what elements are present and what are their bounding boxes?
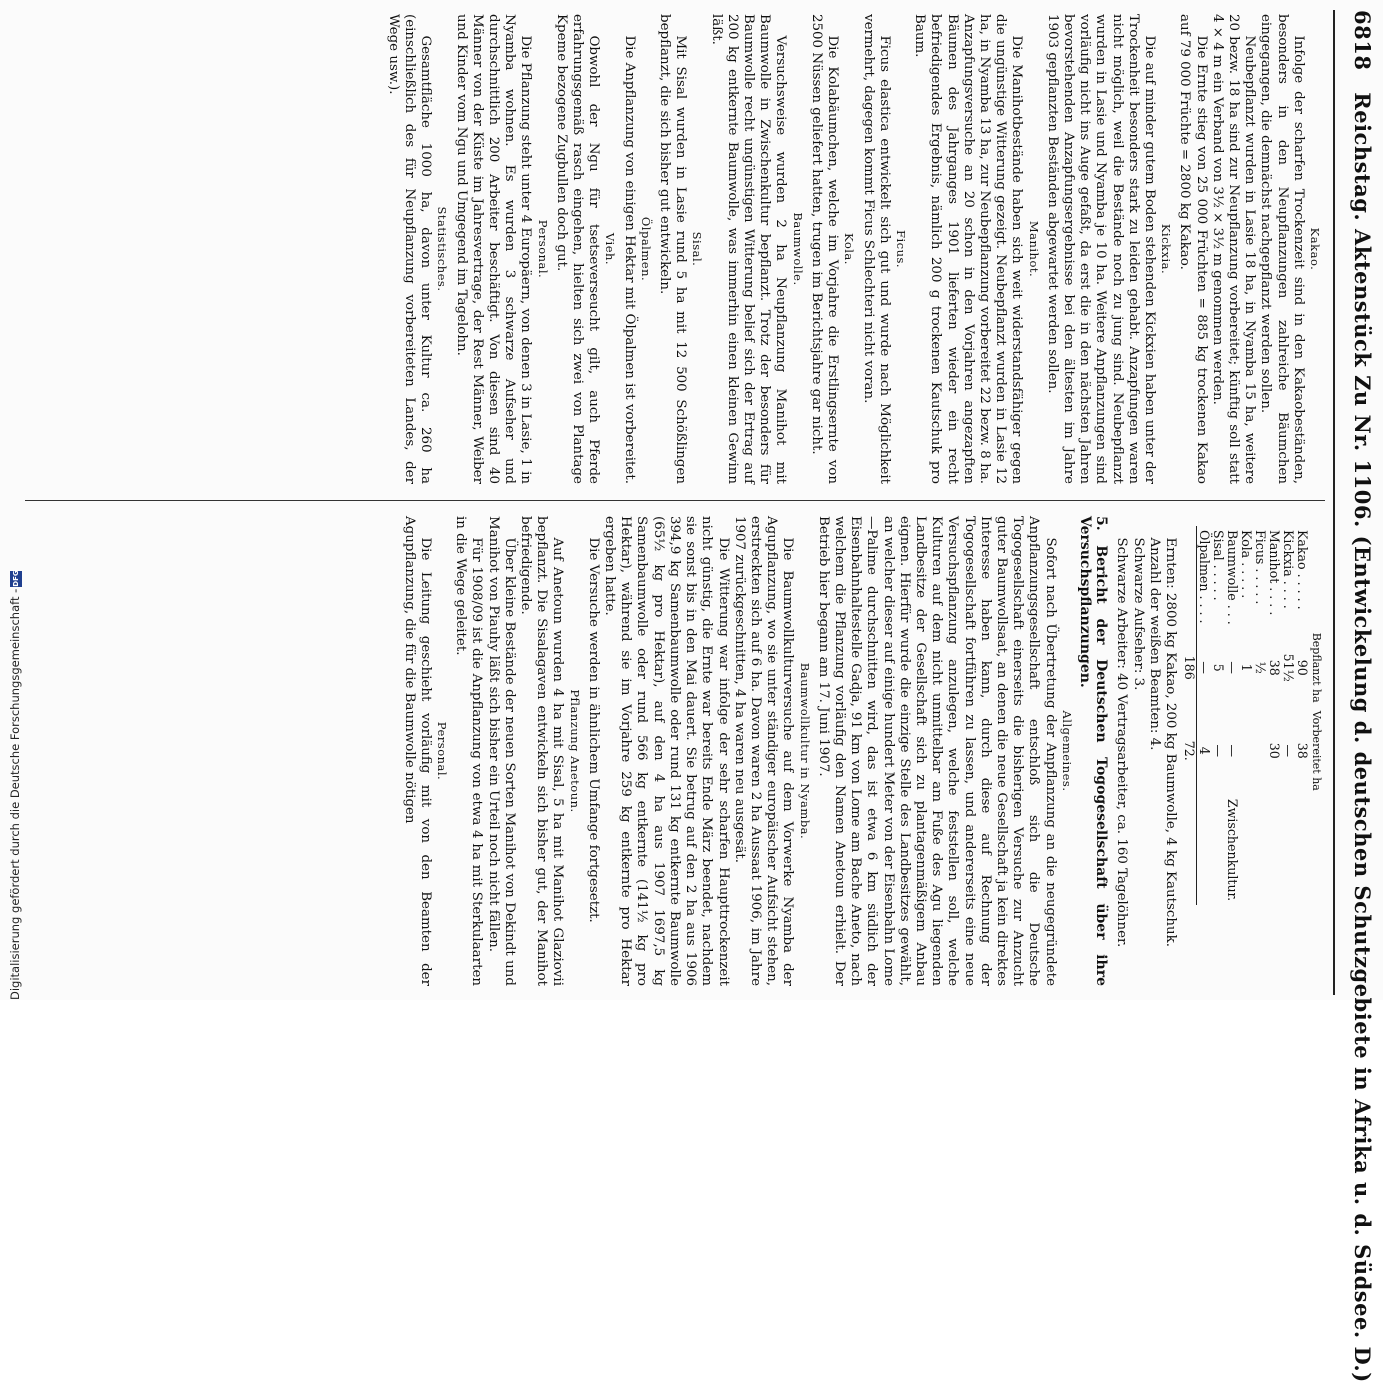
section-heading: Personal. — [535, 219, 550, 279]
left-column — [385, 14, 1325, 484]
credit-line — [4, 0, 26, 1000]
paragraph: Ficus elastica entwickelt sich gut und wurde nach Möglichkeit vermehrt, dagegen kommt Ficus Schlechteri nicht voran. — [860, 14, 892, 484]
prepared-value: — — [1211, 744, 1226, 758]
planted-value: 1 — [1239, 663, 1254, 672]
section-heading: Ölpalmen. — [638, 216, 653, 282]
prepared-value: — — [1225, 744, 1240, 758]
crop-name: Ölpalmen . . . . — [1197, 530, 1212, 624]
sum-note — [1182, 795, 1197, 905]
crop-name: Manihot . . . . — [1267, 530, 1282, 616]
paragraph: Mit Sisal wurden in Lasie rund 5 ha mit 12 500 Schößlingen bepflanzt, die sich bisher gut entwickeln. — [657, 14, 689, 484]
table-row — [1239, 526, 1253, 905]
section-title: 5. Bericht der Deutschen Togogesellschaft über ihre Versuchspflanzungen. — [1076, 516, 1110, 986]
row-note — [1239, 795, 1253, 905]
paragraph: Schwarze Arbeiter: 40 Vertragsarbeiter, ca. 160 Tagelöhner. — [1114, 537, 1130, 948]
paragraph: Die Anpflanzung von einigen Hektar mit Ölpalmen ist vorbereitet. — [621, 35, 637, 484]
credit-text: Digitalisierung gefördert durch die Deutsche Forschungsgemeinschaft - — [8, 588, 22, 1000]
planted-sum: 186 — [1182, 629, 1197, 707]
table-header-row — [1309, 526, 1323, 905]
crop-name: Kakao . . . . . — [1295, 530, 1310, 610]
paragraph: Über kleine Bestände der neuen Sorten Manihot von Dekindt und Manihot von Piauhy läßt sich bisher ein Urteil noch nicht fällen. — [485, 516, 517, 986]
crop-name: Kickxia . . . . — [1281, 530, 1296, 609]
digitization-credit — [0, 0, 30, 1000]
planted-value: 51½ — [1281, 653, 1296, 682]
paragraph: Versuchsweise wurden 2 ha Neupflanzung Manihot mit Baumwolle in Zwischenkultur bepflanzt. Trotz der besonders für Baumwolle recht ungünstigen Witterung belief sich der Ertrag auf 200 kg entkernte Baumwolle, was immerhin einen kleinen Gewinn läßt. — [708, 14, 789, 484]
section-heading: Baumwolle. — [790, 212, 805, 286]
row-note — [1211, 795, 1225, 905]
paragraph: Die Versuche werden in ähnlichem Umfange fortgesetzt. — [585, 537, 601, 923]
row-note — [1253, 795, 1267, 905]
prepared-value: 4 — [1197, 746, 1212, 755]
prepared-value: 30 — [1267, 742, 1282, 759]
table-row — [1281, 526, 1295, 905]
section-heading: Kola. — [842, 233, 857, 265]
row-note — [1197, 795, 1212, 905]
table-row — [1211, 526, 1225, 905]
row-note — [1267, 795, 1281, 905]
paragraph: Schwarze Aufseher: 3. — [1130, 537, 1146, 691]
planted-value: — — [1225, 661, 1240, 674]
section-heading: Allgemeines. — [1059, 710, 1074, 792]
paragraph: Ernten: 2800 kg Kakao, 200 kg Baumwolle, 4 kg Kautschuk. — [1163, 537, 1178, 948]
section-heading: Kakao. — [1308, 227, 1322, 271]
table-header-cell — [1309, 526, 1323, 629]
table-row — [1253, 526, 1267, 905]
table-sum-row — [1182, 526, 1197, 905]
row-note — [1281, 795, 1295, 905]
row-note: Zwischenkultur. — [1225, 798, 1240, 902]
crop-table — [1182, 526, 1323, 905]
paragraph: Obwohl der Ngu für tsetseverseucht gilt, auch Pferde erfahrungsgemäß rasch eingehen, hielten sich zwei von Plantage Kpeme bezogene Zugbullen doch gut. — [553, 14, 602, 484]
paragraph: Infolge der scharfen Trockenzeit sind in den Kakaobeständen, besonders in den Neupflanzungen zahlreiche Bäumchen eingegangen, die demnächst nachgepflanzt werden sollen. — [1258, 14, 1306, 484]
prepared-value — [1253, 707, 1267, 795]
crop-name: Sisal . . . . . — [1211, 530, 1226, 601]
paragraph: Auf Anetoun wurden 4 ha mit Sisal, 5 ha mit Manihot Glaziovii bepflanzt. Die Sisalagaven entwickeln sich bisher gut, der Manihot befriedigende. — [518, 516, 566, 986]
sum-label — [1182, 526, 1197, 629]
paragraph: Anzahl der weißen Beamten: 4. — [1146, 537, 1162, 751]
page-title: Reichstag. Aktenstück Zu Nr. 1106. (Entwickelung d. deutschen Schutzgebiete in Afrika u. d. Südsee. D.) — [1350, 92, 1375, 1383]
planted-value: 5 — [1211, 663, 1226, 672]
section-heading: Sisal. — [690, 231, 705, 267]
section-heading: Ficus. — [893, 229, 908, 269]
crop-name: Ficus . . . . . — [1253, 530, 1268, 605]
paragraph: Neubepflanzt wurden in Lasie 18 ha, in Nyamba 15 ha, weitere 20 bezw. 18 ha sind zur Neupflanzung vorbereitet; künftig soll statt 4 × 4 m ein Verband von 3½ × 3½ m genommen werden. — [1209, 14, 1258, 484]
row-note — [1295, 795, 1309, 905]
paragraph: Die Kolabäumchen, welche im Vorjahre die Erstlingsernte von 2500 Nüssen geliefert hatten, trugen im Berichtsjahre gar nicht. — [808, 14, 841, 484]
section-heading: Personal. — [435, 721, 450, 781]
prepared-value — [1239, 707, 1253, 795]
planted-value: — — [1197, 661, 1212, 674]
paragraph: Die Witterung war infolge der sehr scharfen Haupttrockenzeit nicht günstig, die Ernte war bereits Ende März beendet, nachdem sie sonst bis in den Mai dauert. Sie betrug auf den 2 ha aus 1906 394,9 kg Samenbaumwolle oder rund 131 kg entkernte Baumwolle (65½ kg pro Hektar), auf den 4 ha aus 1907 1697,5 kg Samenbaumwolle oder rund 566 kg entkernte (141½ kg pro Hektar), während sie im Vorjahre 259 kg entkernte pro Hektar ergeben hatte. — [602, 516, 731, 986]
dfg-logo-icon: DFG — [12, 570, 20, 587]
planted-value: ½ — [1253, 661, 1268, 674]
table-row — [1197, 526, 1212, 905]
crop-name: Kola . . . . . — [1239, 530, 1254, 599]
page-header — [1335, 10, 1375, 1383]
paragraph: Sofort nach Übertretung der Anpflanzung an die neugegründete Anpflanzungsgesellschaft entschloß sich die Deutsche Togogesellschaft einerseits die bisherigen Versuche zur Anzucht guter Baumwollsaat, an denen die neue Gesellschaft ja kein direktes Interesse haben kann, durch diese auf Rechnung der Togogesellschaft fortführen zu lassen, und andererseits eine neue Versuchspflanzung anzulegen, welche feststellen soll, welche Kulturen auf dem nicht unmittelbar am Fuße des Agu liegenden Landbesitze der Gesellschaft sich zu plantagenmäßigem Anbau eignen. Hierfür wurde die einzige Stelle des Landbesitzes gewählt, an welcher dieser auf einige hundert Meter von der Eisenbahn Lome—Palime durchschnitten wird, das ist etwa 6 km südlich der Eisenbahnhaltestelle Gadja, 91 km von Lome am Bache Aneto, nach welchem die Pflanzung vorläufig den Namen Anetoun erhielt. Der Betrieb hier begann am 17. Juni 1907. — [815, 516, 1058, 986]
page-number: 6818 — [1350, 10, 1375, 71]
section-heading: Baumwollkultur in Nyamba. — [797, 662, 812, 840]
paragraph: Gesamtfläche 1000 ha, davon unter Kultur ca. 260 ha (einschließlich des für Neupflanzung vorbereiteten Landes, der Wege usw.). — [385, 14, 434, 484]
section-heading: Vieh. — [603, 232, 618, 266]
planted-value: 90 — [1295, 659, 1310, 676]
table-header-cell: Vorbereitet ha — [1310, 710, 1323, 791]
table-header-cell: Bepflanzt ha — [1310, 632, 1323, 703]
prepared-sum: 72. — [1182, 707, 1197, 795]
section-heading: Manihot. — [1026, 220, 1041, 278]
section-heading: Pflanzung Anetoun. — [567, 689, 582, 813]
paragraph: Für 1908/09 ist die Anpflanzung von etwa 4 ha mit Sterkulaarten in die Wege geleitet. — [453, 516, 485, 986]
table-header-cell — [1309, 795, 1323, 905]
column-divider — [25, 500, 1325, 501]
paragraph: Die Pflanzung steht unter 4 Europäern, von denen 3 in Lasie, 1 in Nyamba wohnen. Es wurden 3 schwarze Aufseher und durchschnittlich 200 Arbeiter beschäftigt. Von diesen sind 40 Männer von der Küste im Jahresvertrage, der Rest Männer, Weiber und Kinder vom Ngu und Umgegend im Tagelohn. — [453, 14, 534, 484]
prepared-value: 38 — [1295, 742, 1310, 759]
paragraph: Die Baumwollkulturversuche auf dem Vorwerke Nyamba der Agupflanzung, wo sie unter ständiger europäischer Aufsicht stehen, erstreckten sich auf 6 ha. Davon waren 2 ha Aussaat 1906, im Jahre 1907 zurückgeschnitten, 4 ha waren neu ausgesät. — [731, 516, 796, 986]
paragraph: Die Ernte stieg von 25 000 Früchten = 885 kg trockenen Kakao auf 79 000 Früchte = 2800 kg Kakao. — [1177, 14, 1209, 484]
header-rule — [1333, 10, 1335, 995]
right-column — [400, 516, 1325, 986]
section-heading: Statistisches. — [435, 206, 450, 292]
crop-name: Baumwolle . . . — [1225, 530, 1240, 625]
planted-value: 38 — [1267, 659, 1282, 676]
table-row — [1225, 526, 1239, 905]
prepared-value: — — [1281, 744, 1296, 758]
table-row — [1295, 526, 1309, 905]
table-row — [1267, 526, 1281, 905]
paragraph: Die Leitung geschieht vorläufig mit von den Beamten der Agupflanzung, die für die Baumwolle nötigen — [401, 516, 433, 986]
section-heading: Kickxia. — [1159, 223, 1174, 275]
paragraph: Die Manihotbestände haben sich weit widerstandsfähiger gegen die ungünstige Witterung gezeigt. Neubepflanzt wurden in Lasie 12 ha, in Nyamba 13 ha, zur Neubepflanzung vorbereitet 22 bezw. 8 ha. Anzapfungsversuche an 20 schon in den Vorjahren angezapften Bäumen des Jahrganges 1901 lieferten wieder ein recht befriedigendes Ergebnis, nämlich 200 g trockenen Kautschuk pro Baum. — [912, 14, 1025, 484]
paragraph: Die auf minder gutem Boden stehenden Kickxien haben unter der Trockenheit besonders stark zu leiden gehabt. Anzapfungen waren nicht möglich, weil die Bestände noch zu jung sind. Neubepflanzt wurden in Lasie und Nyamba je 10 ha. Weitere Anpflanzungen sind vorläufig nicht ins Auge gefaßt, da erst die in den nächsten Jahren bevorstehenden Anzapfungsergebnisse bei den ältesten im Jahre 1903 gepflanzten Beständen abgewartet werden sollen. — [1044, 14, 1157, 484]
